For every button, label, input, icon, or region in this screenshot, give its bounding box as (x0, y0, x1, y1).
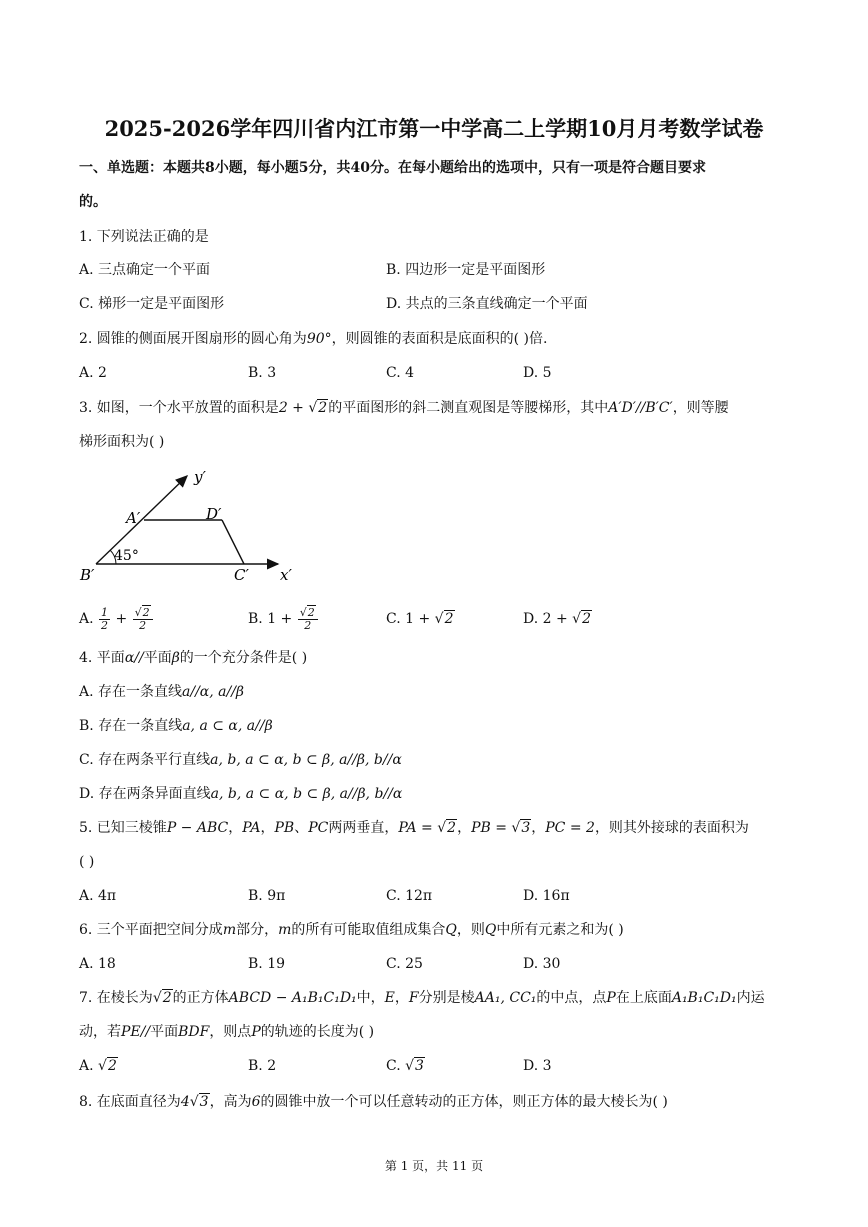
question-7-stem: 7. 在棱长为√2的正方体ABCD − A₁B₁C₁D₁中，E，F分别是棱AA₁, CC₁的中点，点P在上底面A₁B₁C₁D₁内运 (79, 990, 765, 1006)
q3-option-b: B. 1 + $\frac{√2}{2}$ (248, 605, 319, 633)
question-2-stem: 2. 圆锥的侧面展开图扇形的圆心角为90°，则圆锥的表面积是底面积的( )倍. (79, 331, 548, 347)
q5-option-a: A. 4π (79, 888, 117, 904)
angle-label: 45° (114, 548, 139, 564)
question-5-stem-cont: ( ) (79, 854, 95, 870)
point-b-label: B′ (80, 566, 95, 584)
q6-option-b: B. 19 (248, 956, 286, 972)
trapezoid-figure (76, 462, 296, 590)
question-5-stem: 5. 已知三棱锥P − ABC，PA，PB、PC两两垂直，PA = √2，PB = √3，PC = 2，则其外接球的表面积为 (79, 820, 749, 836)
q4-option-c: C. 存在两条平行直线a, b, a ⊂ α, b ⊂ β, a//β, b//α (79, 752, 402, 768)
q2-option-c: C. 4 (386, 365, 415, 381)
q5-option-d: D. 16π (523, 888, 570, 904)
q1-option-d: D. 共点的三条直线确定一个平面 (386, 296, 588, 312)
y-axis-label: y′ (194, 468, 206, 486)
q7-option-c: C. √3 (386, 1058, 424, 1074)
q7-option-a: A. √2 (79, 1058, 117, 1074)
question-4-stem: 4. 平面α//平面β的一个充分条件是( ) (79, 650, 308, 666)
q6-option-d: D. 30 (523, 956, 561, 972)
point-d-label: D′ (206, 505, 222, 523)
q4-option-b: B. 存在一条直线a, a ⊂ α, a//β (79, 718, 273, 734)
page-footer: 第 1 页，共 11 页 (384, 1159, 484, 1173)
x-axis-label: x′ (280, 566, 292, 584)
q7-option-b: B. 2 (248, 1058, 277, 1074)
question-3-stem-cont: 梯形面积为( ) (79, 434, 165, 450)
q6-option-c: C. 25 (386, 956, 423, 972)
question-6-stem: 6. 三个平面把空间分成m部分，m的所有可能取值组成集合Q，则Q中所有元素之和为( ) (79, 922, 624, 938)
q1-option-b: B. 四边形一定是平面图形 (386, 262, 546, 278)
section-heading: 一、单选题：本题共8小题，每小题5分，共40分。在每小题给出的选项中，只有一项是符合题目要求 (79, 160, 706, 176)
question-8-stem: 8. 在底面直径为4√3，高为6的圆锥中放一个可以任意转动的正方体，则正方体的最大棱长为( ) (79, 1094, 668, 1110)
question-7-stem-cont: 动，若PE//平面BDF，则点P的轨迹的长度为( ) (79, 1024, 375, 1040)
q6-option-a: A. 18 (79, 956, 116, 972)
q4-option-a: A. 存在一条直线a//α, a//β (79, 684, 245, 700)
q2-option-b: B. 3 (248, 365, 277, 381)
question-1-stem: 1. 下列说法正确的是 (79, 229, 209, 245)
q5-option-b: B. 9π (248, 888, 286, 904)
q2-option-a: A. 2 (79, 365, 107, 381)
q5-option-c: C. 12π (386, 888, 433, 904)
q4-option-d: D. 存在两条异面直线a, b, a ⊂ α, b ⊂ β, a//β, b//α (79, 786, 403, 802)
point-c-label: C′ (234, 566, 249, 584)
q3-option-a: A. $\frac{1}{2}$ + $\frac{√2}{2}$ (79, 605, 154, 633)
point-a-label: A′ (126, 509, 141, 527)
section-heading-cont: 的。 (79, 194, 107, 210)
q3-option-d: D. 2 + √2 (523, 611, 592, 627)
page-title: 2025-2026学年四川省内江市第一中学高二上学期10月月考数学试卷 (104, 116, 764, 141)
q1-option-c: C. 梯形一定是平面图形 (79, 296, 225, 312)
q3-option-c: C. 1 + √2 (386, 611, 454, 627)
trapezoid-right-edge (222, 520, 244, 564)
q7-option-d: D. 3 (523, 1058, 552, 1074)
question-3-stem: 3. 如图，一个水平放置的面积是2 + √2的平面图形的斜二测直观图是等腰梯形，其中A′D′//B′C′，则等腰 (79, 400, 729, 416)
q2-option-d: D. 5 (523, 365, 552, 381)
q1-option-a: A. 三点确定一个平面 (79, 262, 211, 278)
